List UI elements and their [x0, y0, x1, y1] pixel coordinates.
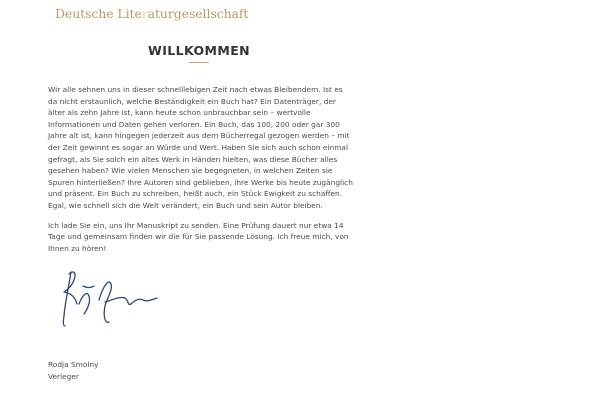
signer-block: [48, 359, 98, 382]
logo-text-part-c: aturgesellschaft: [147, 6, 249, 21]
signer-role: Verleger: [48, 371, 79, 381]
welcome-text: [48, 84, 353, 262]
invitation-paragraph: Ich lade Sie ein, uns Ihr Manuskript zu senden. Eine Prüfung dauert nur etwa 14 Tage und gemeinsam finden wir die für Sie passende Lösung. Ich freue mich, von Ihnen zu hören!: [48, 220, 349, 253]
logo-text-part-b: r: [141, 6, 148, 21]
title-underline-divider: [189, 62, 209, 63]
site-logo[interactable]: [55, 6, 248, 24]
page-title: WILLKOMMEN: [148, 43, 250, 58]
logo-text-part-a: Deutsche Lite: [55, 6, 142, 21]
signer-name: Rodja Smolny: [48, 360, 99, 369]
handwritten-signature: [47, 266, 177, 330]
intro-paragraph: Wir alle sehnen uns in dieser schnelllebigen Zeit nach etwas Bleibendem. Ist es da nicht erstaunlich, welche Beständigkeit ein Buch hat? Ein Datenträger, der älter als zehn Jahre ist, kann heute schon unbrauchbar sein – wertvolle Informationen und Daten gehen verloren. Ein Buch, das 100, 200 oder gar 300 Jahre alt ist, kann hingegen jederzeit aus dem Bücherregal gezogen werden – mit der Zeit gewinnt es sogar an Würde und Wert. Haben Sie sich auch schon einmal gefragt, als Sie solch ein altes Werk in Händen hielten, was diese Bücher alles gesehen haben? Wie vielen Menschen sie begegneten, in welchen Zeiten sie Spuren hinterließen? Ihre Autoren sind geblieben, ihre Werke bis heute zugänglich und präsent. Ein Buch zu schreiben, heißt auch, ein Stück Ewigkeit zu schaffen. Egal, wie schnell sich die Welt verändert, ein Buch und sein Autor bleiben.: [48, 85, 353, 210]
